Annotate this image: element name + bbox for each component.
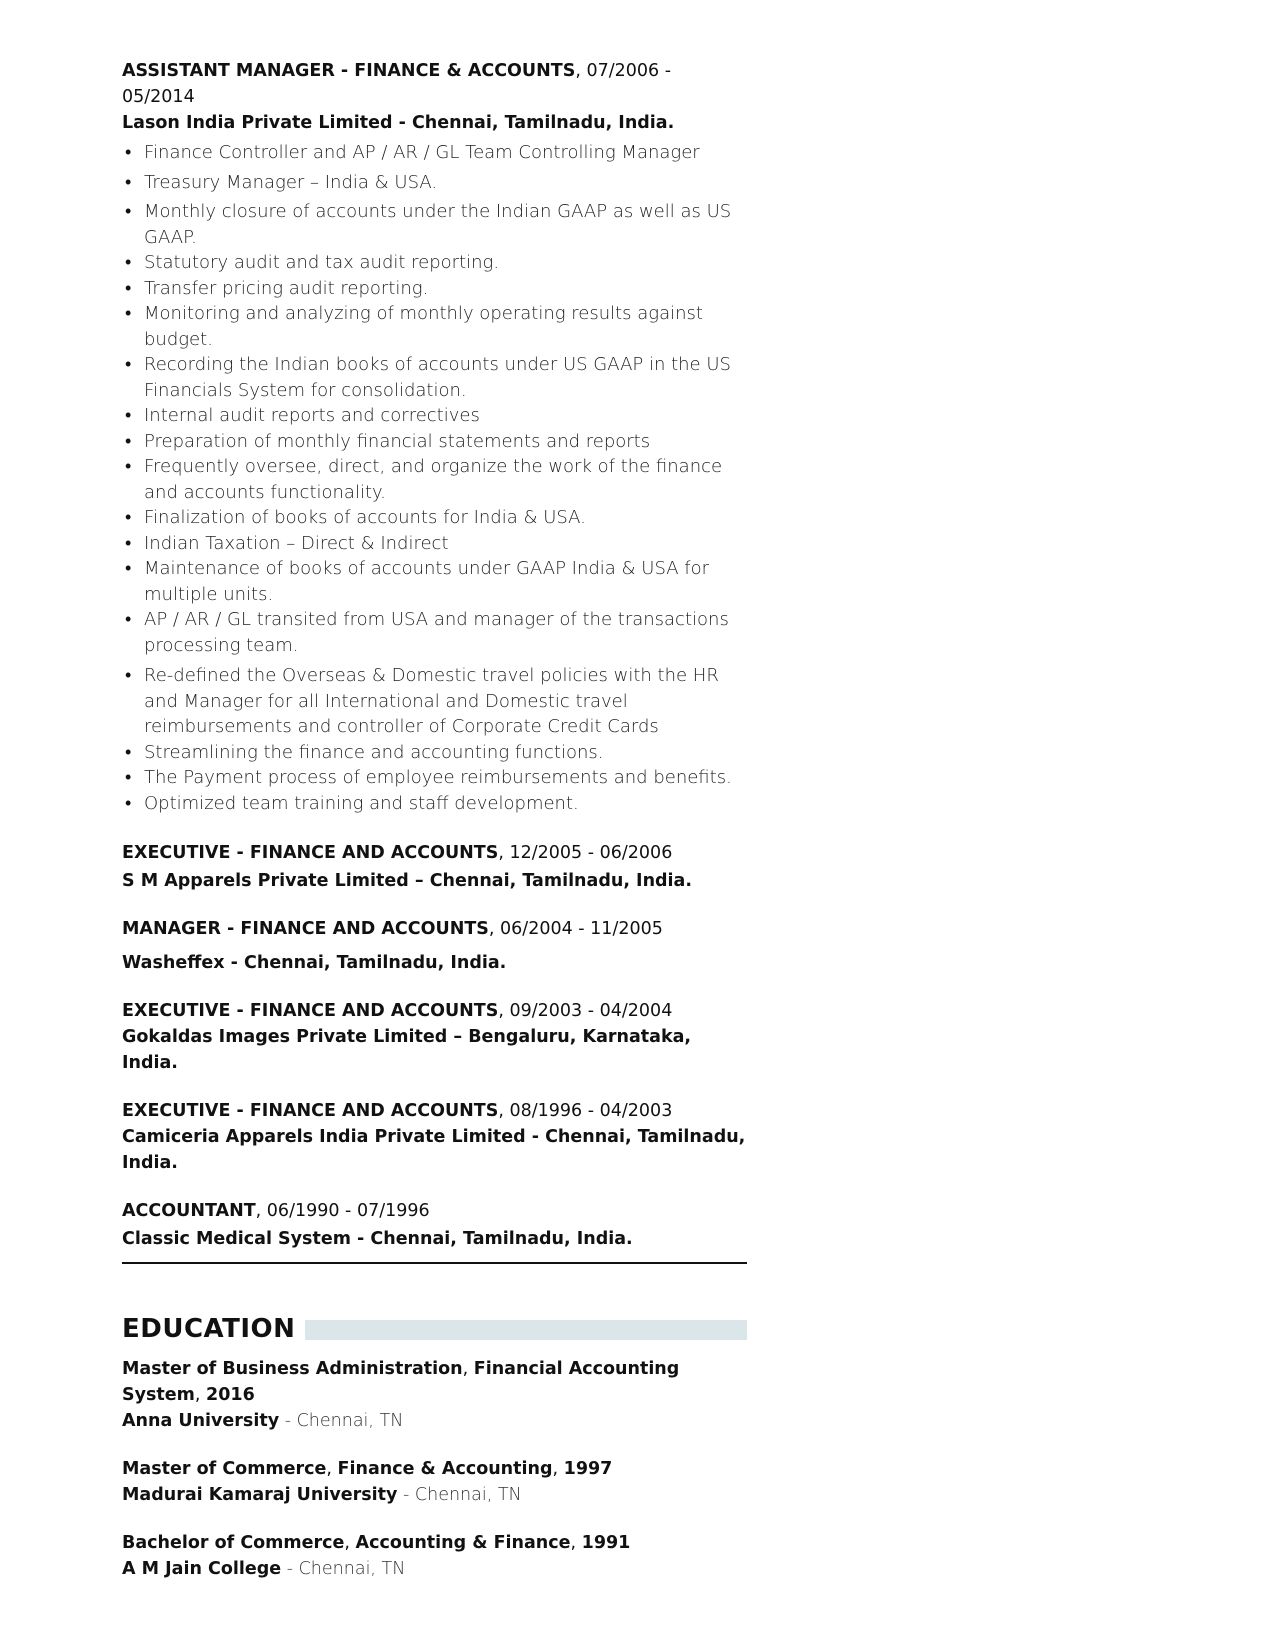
company-location: Chennai, Tamilnadu, India. <box>370 1229 633 1249</box>
company-name: S M Apparels Private Limited – <box>122 871 430 891</box>
section-divider <box>122 1262 747 1264</box>
duty-item: • Transfer pricing audit reporting. <box>122 276 747 302</box>
duty-item: • Monitoring and analyzing of monthly operating results against budget. <box>122 301 747 352</box>
job-title: EXECUTIVE - FINANCE AND ACCOUNTS <box>122 1101 499 1121</box>
duty-item: • Maintenance of books of accounts under GAAP India & USA for multiple units. <box>122 556 747 607</box>
duty-item: • Treasury Manager – India & USA. <box>122 170 747 196</box>
field: Accounting & Finance <box>355 1533 571 1553</box>
company-location: Chennai, Tamilnadu, India. <box>411 113 675 133</box>
company-location: Chennai, Tamilnadu, India. <box>122 1127 746 1173</box>
job-entry <box>122 58 747 816</box>
job-title-line <box>122 58 747 110</box>
school-place: - Chennai, TN <box>281 1559 406 1579</box>
duty-item: • Optimized team training and staff development. <box>122 791 747 817</box>
company-line <box>122 868 747 894</box>
duty-item: • Finalization of books of accounts for India & USA. <box>122 505 747 531</box>
school-name: Anna University <box>122 1411 280 1431</box>
job-dates: , 06/2004 - 11/2005 <box>488 919 663 939</box>
spacer <box>122 1076 747 1098</box>
job-entry <box>122 1098 747 1176</box>
job-dates: , 12/2005 - 06/2006 <box>498 843 673 863</box>
company-location: Chennai, Tamilnadu, India. <box>244 953 507 973</box>
job-dates: , 09/2003 - 04/2004 <box>498 1001 673 1021</box>
duty-item: • Frequently oversee, direct, and organize the work of the finance and accounts functionality. <box>122 454 747 505</box>
duty-item: • Finance Controller and AP / AR / GL Team Controlling Manager <box>122 140 747 166</box>
school-line <box>122 1556 747 1582</box>
job-title-line <box>122 1198 747 1224</box>
degree: Bachelor of Commerce <box>122 1533 345 1553</box>
company-name: Classic Medical System - <box>122 1229 371 1249</box>
spacer <box>122 816 747 840</box>
company-location: Chennai, Tamilnadu, India. <box>429 871 693 891</box>
job-title: ACCOUNTANT <box>122 1201 256 1221</box>
spacer <box>122 976 747 998</box>
job-title-line <box>122 1098 747 1124</box>
company-line <box>122 110 747 136</box>
degree-line: Master of Business Administration, Financial Accounting System, 2016 <box>122 1359 680 1405</box>
job-dates: , 08/1996 - 04/2003 <box>498 1101 673 1121</box>
school-place: - Chennai, TN <box>279 1411 404 1431</box>
company-name: Washeffex - <box>122 953 245 973</box>
education-entry <box>122 1356 747 1434</box>
field: Finance & Accounting <box>337 1459 553 1479</box>
duty-item: • AP / AR / GL transited from USA and manager of the transactions processing team. <box>122 607 747 658</box>
year: 1997 <box>563 1459 613 1479</box>
duty-item: • Recording the Indian books of accounts under US GAAP in the US Financials System for consolidation. <box>122 352 747 403</box>
degree: Master of Commerce <box>122 1459 327 1479</box>
job-entry <box>122 840 747 894</box>
education-entry <box>122 1530 747 1582</box>
duties-list <box>122 140 747 816</box>
school-name: Madurai Kamaraj University <box>122 1485 398 1505</box>
section-title: EDUCATION <box>122 1314 296 1344</box>
field: Financial Accounting System <box>122 1359 680 1405</box>
company-line <box>122 950 747 976</box>
job-title-line <box>122 998 747 1024</box>
company-location: Bengaluru, Karnataka, India. <box>122 1027 692 1073</box>
job-dates: , 07/2006 - 05/2014 <box>122 61 672 107</box>
company-name: Lason India Private Limited - <box>122 113 412 133</box>
job-title: EXECUTIVE - FINANCE AND ACCOUNTS <box>122 1001 499 1021</box>
spacer <box>122 894 747 916</box>
job-entry <box>122 1198 747 1252</box>
job-title: ASSISTANT MANAGER - FINANCE & ACCOUNTS <box>122 61 576 81</box>
degree-line: Master of Commerce, Finance & Accounting, 1997 <box>122 1459 613 1479</box>
school-line <box>122 1408 747 1434</box>
job-entry <box>122 998 747 1076</box>
degree-line: Bachelor of Commerce, Accounting & Finance, 1991 <box>122 1533 631 1553</box>
job-dates: , 06/1990 - 07/1996 <box>255 1201 430 1221</box>
spacer <box>122 1176 747 1198</box>
company-name: Gokaldas Images Private Limited – <box>122 1027 469 1047</box>
job-title-line <box>122 840 747 866</box>
job-title: EXECUTIVE - FINANCE AND ACCOUNTS <box>122 843 499 863</box>
company-line <box>122 1226 747 1252</box>
duty-item: • Internal audit reports and correctives <box>122 403 747 429</box>
company-line <box>122 1124 747 1176</box>
company-name: Camiceria Apparels India Private Limited - <box>122 1127 546 1147</box>
duty-item: • Monthly closure of accounts under the Indian GAAP as well as US GAAP. <box>122 199 747 250</box>
job-title-line <box>122 916 747 942</box>
education-entry <box>122 1456 747 1508</box>
duty-item: • Streamlining the finance and accounting functions. <box>122 740 747 766</box>
year: 2016 <box>206 1385 255 1405</box>
job-entry <box>122 916 747 976</box>
heading-accent-bar <box>305 1320 747 1340</box>
year: 1991 <box>581 1533 631 1553</box>
job-title: MANAGER - FINANCE AND ACCOUNTS <box>122 919 489 939</box>
school-name: A M Jain College <box>122 1559 282 1579</box>
education-heading <box>122 1314 747 1344</box>
duty-item: • Preparation of monthly financial statements and reports <box>122 429 747 455</box>
resume-page <box>122 58 747 1582</box>
school-line <box>122 1482 747 1508</box>
duty-item: • The Payment process of employee reimbursements and benefits. <box>122 765 747 791</box>
duty-item: • Re-defined the Overseas & Domestic travel policies with the HR and Manager for all International and Domestic travel reimbursements and controller of Corporate Credit Cards <box>122 663 747 740</box>
degree: Master of Business Administration <box>122 1359 463 1379</box>
school-place: - Chennai, TN <box>397 1485 522 1505</box>
duty-item: • Statutory audit and tax audit reporting. <box>122 250 747 276</box>
company-line <box>122 1024 747 1076</box>
duty-item: • Indian Taxation – Direct & Indirect <box>122 531 747 557</box>
